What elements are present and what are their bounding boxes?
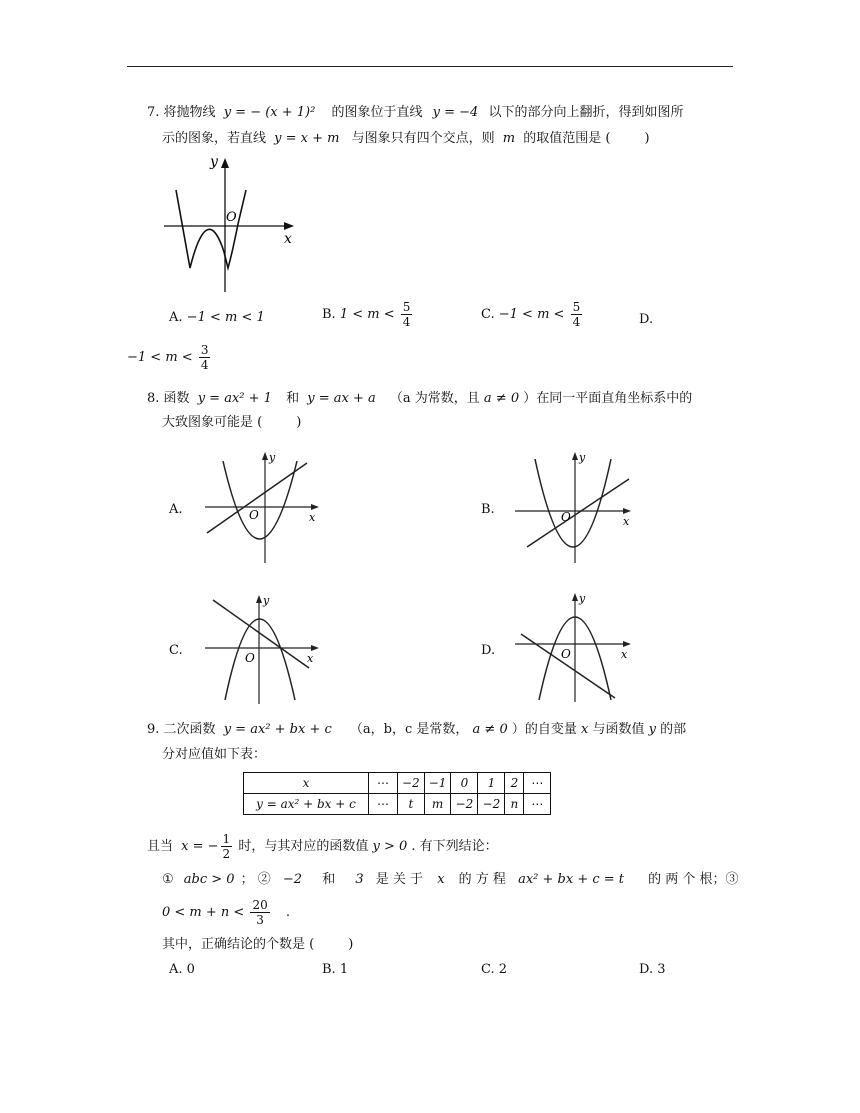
q7-eq-yxm: y = x + m [274, 131, 340, 146]
frac-den: 4 [402, 315, 411, 329]
option-label: C. [481, 962, 495, 977]
graph-origin-label: O [249, 508, 259, 522]
q8-text: ）在同一平面直角坐标系中的 [523, 391, 693, 406]
q7-option-d[interactable] [639, 312, 653, 327]
table-cell: y = ax² + bx + c [244, 794, 369, 815]
graph-origin-label: O [561, 647, 571, 661]
q7-graph [160, 152, 300, 294]
table-cell: ⋯ [369, 794, 398, 815]
x-axis-arrow [623, 508, 631, 514]
x-axis-arrow [623, 641, 631, 647]
table-cell: ⋯ [524, 794, 551, 815]
table-cell: −2 [451, 794, 478, 815]
q9-text: 的 方 程 [458, 872, 506, 887]
q8-graph-c [203, 590, 333, 706]
graph-x-label: x [309, 511, 316, 524]
q9-option-d[interactable] [639, 962, 666, 977]
graph-x-label: x [623, 515, 630, 528]
fraction [571, 300, 583, 329]
table-cell: −2 [398, 773, 425, 794]
table-row [244, 773, 551, 794]
parabola [225, 619, 295, 700]
option-label: D. [639, 962, 654, 977]
option-label: C. [481, 307, 495, 322]
option-text: −1 < m < [498, 307, 565, 322]
graph-y-label: y [263, 594, 270, 607]
q9-text: . 有下列结论： [411, 839, 498, 854]
q9-text: ； [240, 872, 254, 887]
q9-text: 时，与其对应的函数值 [238, 839, 369, 854]
graph-y-label: y [579, 451, 586, 464]
q7-text: 的取值范围是 ( [523, 131, 611, 146]
option-label: B. [322, 962, 336, 977]
fraction [221, 832, 233, 861]
frac-den: 2 [222, 847, 231, 861]
option-text: −1 < m < 1 [186, 310, 265, 325]
graph-x-label: x [284, 231, 292, 247]
option-label: A. [169, 962, 183, 977]
graph-x-label: x [621, 648, 628, 661]
q9-option-c[interactable] [481, 962, 507, 977]
graph-y-label: y [579, 592, 586, 605]
q9-text: 与函数值 [592, 722, 645, 737]
option-text: 1 [339, 962, 349, 977]
table-cell: 0 [451, 773, 478, 794]
q9-text: 和 [322, 872, 336, 887]
fraction [401, 300, 413, 329]
q9-line3 [147, 832, 498, 861]
x-axis-arrow [311, 504, 319, 510]
frac-den: 3 [256, 913, 264, 927]
option-text: −1 < m < [127, 350, 193, 365]
q9-var-x: x [437, 872, 445, 887]
q9-text: 分对应值如下表： [162, 747, 267, 762]
fraction [199, 343, 211, 372]
graph-y-label: y [269, 451, 276, 464]
table-row [244, 794, 551, 815]
parabola [223, 461, 297, 539]
x-axis-arrow [311, 645, 319, 651]
q9-text: 的部 [660, 722, 687, 737]
q8-option-c[interactable]: C. [169, 643, 183, 658]
line [207, 463, 307, 533]
q7-option-a[interactable] [169, 310, 265, 325]
table-cell: m [424, 794, 451, 815]
graph-origin-label: O [561, 510, 571, 524]
q7-var-m: m [502, 131, 516, 146]
option-label: A. [169, 310, 183, 325]
option-text: 0 [186, 962, 195, 977]
q9-number: 9. [147, 722, 160, 737]
q9-var-x: x [581, 722, 589, 737]
y-axis-arrow [221, 158, 229, 168]
option-text: 2 [498, 962, 508, 977]
y-axis-arrow [572, 452, 578, 460]
q9-eq: y = ax² + bx + c [223, 722, 332, 737]
fraction [250, 898, 269, 927]
graph-origin-label: O [226, 210, 237, 225]
table-cell: ⋯ [524, 773, 551, 794]
frac-num: 20 [252, 898, 268, 912]
q8-option-a[interactable]: A. [169, 502, 183, 517]
q8-graph-d [513, 588, 643, 704]
q8-text: ) [296, 415, 302, 430]
y-axis-arrow [256, 595, 262, 603]
q9-mark: ② [257, 872, 271, 887]
y-axis-arrow [262, 452, 268, 460]
q8-number: 8. [147, 391, 160, 406]
header-rule [127, 66, 733, 67]
q9-line2 [162, 746, 266, 764]
option-text: 1 < m < [339, 307, 395, 322]
q9-text: 是 关 于 [375, 872, 424, 887]
q7-text: 示的图象，若直线 [162, 131, 267, 146]
graph-curve [176, 190, 246, 268]
q9-text: ) [348, 937, 354, 952]
q9-line3-y: y > 0 [372, 839, 408, 854]
q9-text: 的 两 个 根；③ [648, 872, 739, 887]
q8-text: 大致图象可能是 ( [162, 415, 263, 430]
value-table [243, 772, 551, 815]
q9-ask [162, 936, 353, 954]
frac-num: 3 [200, 343, 209, 357]
y-axis-arrow [572, 593, 578, 601]
q7-text: 以下的部分向上翻折，得到如图所 [488, 105, 684, 120]
q9-conclusions-2 [162, 898, 290, 927]
q9-text: 其中，正确结论的个数是 ( [162, 937, 315, 952]
q7-option-b[interactable] [322, 300, 414, 329]
q8-text: 函数 [163, 391, 190, 406]
q8-line2 [162, 414, 301, 432]
q9-text: . [285, 905, 291, 920]
q8-text: （a 为常数，且 [389, 391, 480, 406]
q8-line1 [147, 390, 692, 408]
q7-eq-line: y = −4 [432, 105, 479, 120]
q9-option-b[interactable] [322, 962, 348, 977]
q8-graph-b [513, 447, 643, 565]
q7-line2 [162, 130, 650, 148]
q8-eq1: y = ax² + 1 [197, 391, 272, 406]
q9-line1 [147, 721, 686, 739]
q7-text: 与图象只有四个交点，则 [351, 131, 495, 146]
frac-den: 4 [572, 315, 581, 329]
q8-text: 和 [286, 391, 300, 406]
frac-num: 5 [402, 300, 411, 314]
frac-den: 4 [200, 358, 209, 372]
q7-option-d-text [127, 343, 212, 372]
option-label: B. [322, 307, 336, 322]
frac-num: 5 [572, 300, 581, 314]
q9-conclusions-1 [162, 871, 739, 889]
q9-text: 且当 [147, 839, 174, 854]
table-cell: n [505, 794, 524, 815]
q9-mark: ① [162, 872, 174, 887]
q8-eq2: y = ax + a [307, 391, 376, 406]
option-text: 3 [657, 962, 666, 977]
q8-option-b[interactable]: B. [481, 502, 495, 517]
table-cell: 2 [505, 773, 524, 794]
q9-text: −2 [282, 872, 303, 887]
graph-x-label: x [307, 652, 314, 665]
q9-text: ）的自变量 [511, 722, 577, 737]
q7-line1 [147, 104, 683, 122]
line [213, 600, 309, 668]
q8-option-d[interactable]: D. [481, 643, 496, 658]
q7-text: ) [644, 131, 650, 146]
table-cell: t [398, 794, 425, 815]
frac-num: 1 [222, 832, 231, 846]
table-cell: ⋯ [369, 773, 398, 794]
q9-var-y: y [648, 722, 657, 737]
q9-cond: a ≠ 0 [472, 722, 508, 737]
x-axis-arrow [284, 222, 294, 230]
q7-text: 将抛物线 [163, 105, 216, 120]
q9-text: 3 [355, 872, 364, 887]
q9-c3: 0 < m + n < [162, 905, 245, 920]
table-cell: 1 [478, 773, 505, 794]
table-cell: x [244, 773, 369, 794]
q9-line3-x: x = − [181, 839, 219, 854]
q7-eq-parabola: y = − (x + 1)² [223, 105, 316, 120]
option-label: D. [639, 312, 654, 327]
graph-origin-label: O [245, 651, 255, 665]
q7-number: 7. [147, 105, 160, 120]
q8-cond: a ≠ 0 [483, 391, 520, 406]
q9-text: （a，b，c 是常数， [349, 722, 469, 737]
q9-c2-eq: ax² + bx + c = t [518, 872, 625, 887]
table-cell: −1 [424, 773, 451, 794]
graph-y-label: y [210, 154, 218, 170]
q9-c1: abc > 0 [183, 872, 235, 887]
q7-text: 的图象位于直线 [331, 105, 423, 120]
q8-graph-a [203, 447, 333, 565]
q7-option-c[interactable] [481, 300, 584, 329]
q9-text: 二次函数 [163, 722, 216, 737]
table-cell: −2 [478, 794, 505, 815]
q9-option-a[interactable] [169, 962, 195, 977]
